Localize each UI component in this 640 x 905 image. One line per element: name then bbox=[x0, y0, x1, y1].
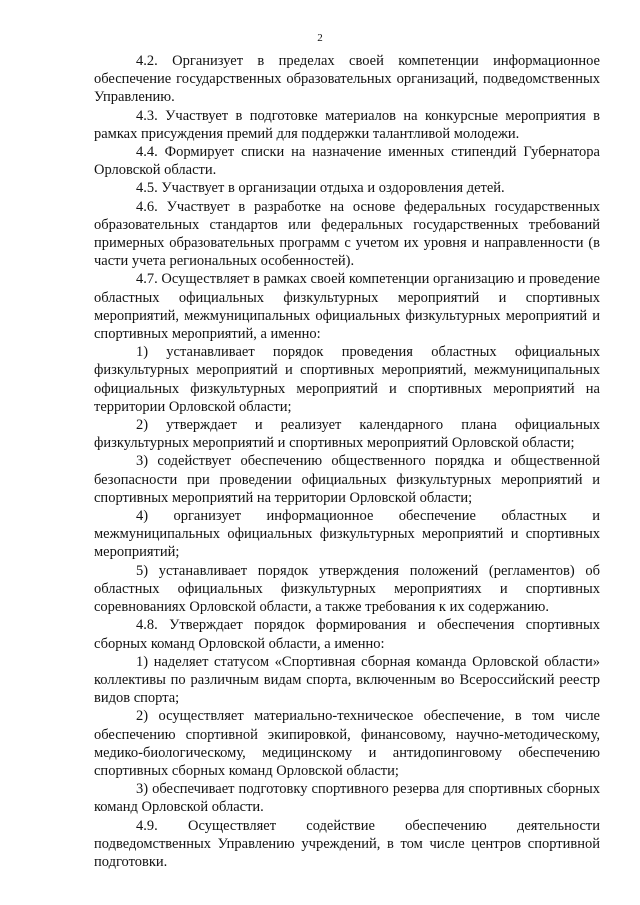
document-body bbox=[94, 52, 600, 871]
page-number: 2 bbox=[317, 32, 323, 44]
paragraph-4-2: 4.2. Организует в пределах своей компетенции информационное обеспечение государственных образовательных организаций, подведомственных Управлению. bbox=[94, 53, 600, 106]
paragraph-4-3: 4.3. Участвует в подготовке материалов на конкурсные мероприятия в рамках присуждения премий для поддержки талантливой молодежи. bbox=[94, 107, 600, 142]
list-item-4-8-3: 3) обеспечивает подготовку спортивного резерва для спортивных сборных команд Орловской области. bbox=[94, 781, 600, 816]
paragraph-4-4: 4.4. Формирует списки на назначение именных стипендий Губернатора Орловской области. bbox=[94, 144, 600, 179]
list-item-4-7-1: 1) устанавливает порядок проведения областных официальных физкультурных мероприятий и спортивных мероприятий, межмуниципальных официальных физкультурных мероприятий и спортивных мероприятий на территории Орловской области; bbox=[94, 344, 600, 415]
list-item-4-8-2: 2) осуществляет материально-техническое обеспечение, в том числе обеспечению спортивной экипировкой, финансовому, научно-методическому, медико-биологическому, медицинскому и антидопинговому обеспечению спортивных сборных команд Орловской области; bbox=[94, 708, 600, 779]
list-item-4-7-2: 2) утверждает и реализует календарного плана официальных физкультурных мероприятий и спортивных мероприятий Орловской области; bbox=[94, 417, 600, 452]
paragraph-4-7: 4.7. Осуществляет в рамках своей компетенции организацию и проведение областных официальных физкультурных мероприятий и спортивных мероприятий, межмуниципальных официальных физкультурных мероприятий и спортивных мероприятий, а именно: bbox=[94, 271, 600, 343]
list-item-4-7-5: 5) устанавливает порядок утверждения положений (регламентов) об областных официальных физкультурных мероприятиях и спортивных соревнованиях Орловской области, а также требования к их содержанию. bbox=[94, 562, 600, 616]
list-item-4-7-3: 3) содействует обеспечению общественного порядка и общественной безопасности при проведении официальных физкультурных мероприятий и спортивных мероприятий на территории Орловской области; bbox=[94, 453, 600, 506]
paragraph-4-8: 4.8. Утверждает порядок формирования и обеспечения спортивных сборных команд Орловской области, а именно: bbox=[94, 617, 600, 652]
list-item-4-7-4: 4) организует информационное обеспечение областных и межмуниципальных официальных физкультурных мероприятий и спортивных мероприятий; bbox=[94, 508, 600, 561]
paragraph-4-5: 4.5. Участвует в организации отдыха и оздоровления детей. bbox=[136, 180, 505, 197]
paragraph-4-9: 4.9. Осуществляет содействие обеспечению деятельности подведомственных Управлению учреждений, в том числе центров спортивной подготовки. bbox=[94, 817, 600, 870]
paragraph-4-6: 4.6. Участвует в разработке на основе федеральных государственных образовательных стандартов или федеральных государственных требований примерных образовательных программ с учетом их уровня и направленности (в части учета региональных особенностей). bbox=[94, 198, 600, 270]
list-item-4-8-1: 1) наделяет статусом «Спортивная сборная команда Орловской области» коллективы по различным видам спорта, включенным во Всероссийский реестр видов спорта; bbox=[94, 653, 600, 707]
